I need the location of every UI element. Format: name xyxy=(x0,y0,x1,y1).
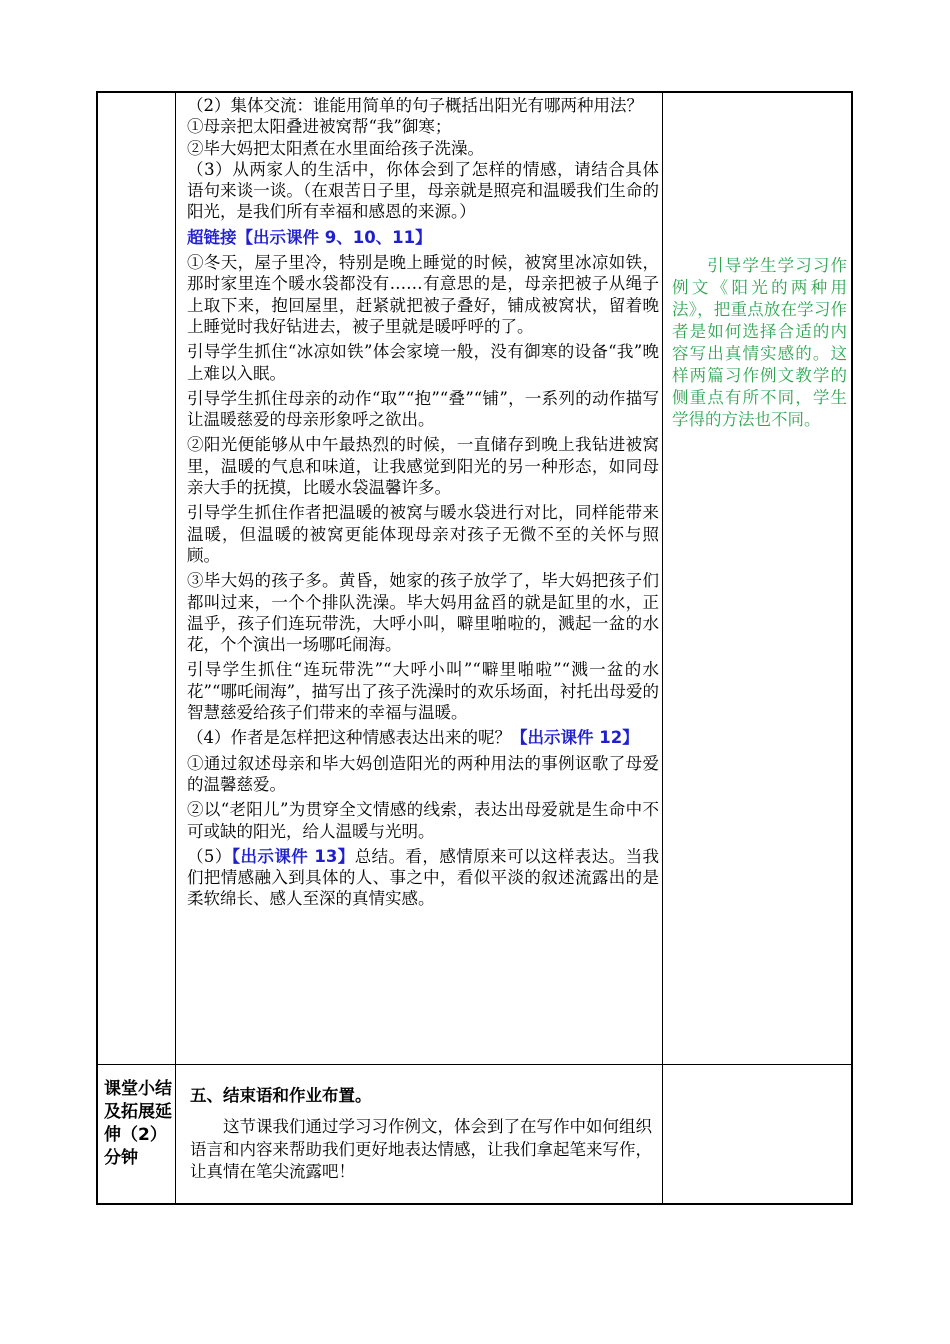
step3-question: （3）从两家人的生活中，你体会到了怎样的情感，请结合具体语句来谈一谈。（在艰苦日子里，母亲就是照亮和温暖我们生命的阳光，是我们所有幸福和感恩的来源。） xyxy=(187,159,659,222)
step5-summary xyxy=(187,846,659,910)
step4-courseware-link: 【出示课件 12】 xyxy=(511,728,639,748)
design-note: 引导学生学习习作例文《阳光的两种用法》，把重点放在学习作者是如何选择合适的内容写出真情实感的。这样两篇习作例文教学的侧重点有所不同，学生学得的方法也不同。 xyxy=(672,256,847,429)
step4-answer-b: ②以“老阳儿”为贯穿全文情感的线索，表达出母爱就是生命中不可或缺的阳光，给人温暖与光明。 xyxy=(187,800,659,841)
example-1: ①冬天，屋子里冷，特别是晚上睡觉的时候，被窝里冰凉如铁，那时家里连个暖水袋都没有……有意思的是，母亲把被子从绳子上取下来，抱回屋里，赶紧就把被子叠好，铺成被窝状，留着晚上睡觉时我好钻进去，被子里就是暖呼呼的了。 xyxy=(187,253,659,336)
guide-3: 引导学生抓住作者把温暖的被窝与暖水袋进行对比，同样能带来温暖，但温暖的被窝更能体现母亲对孩子无微不至的关怀与照顾。 xyxy=(187,503,659,565)
example-3: ③毕大妈的孩子多。黄昏，她家的孩子放学了，毕大妈把孩子们都叫过来，一个个排队洗澡。毕大妈用盆舀的就是缸里的水，正温乎，孩子们连玩带洗，大呼小叫，噼里啪啦的，溅起一盆的水花，个个演出一场哪吒闹海。 xyxy=(187,571,659,655)
summary-content-cell xyxy=(190,1085,652,1184)
step5-courseware-link: 【出示课件 13】 xyxy=(231,846,355,866)
guide-2: 引导学生抓住母亲的动作“取”“抱”“叠”“铺”，一系列的动作描写让温暖慈爱的母亲形象呼之欲出。 xyxy=(187,388,659,430)
column-divider xyxy=(175,93,176,1203)
stage-label: 课堂小结及拓展延伸（2）分钟 xyxy=(104,1079,172,1168)
column-divider xyxy=(662,93,663,1203)
row-divider xyxy=(98,1064,851,1065)
teaching-process-cell xyxy=(187,95,659,910)
example-2: ②阳光便能够从中午最热烈的时候，一直储存到晚上我钻进被窝里，温暖的气息和味道，让我感觉到阳光的另一种形态，如同母亲大手的抚摸，比暖水袋温馨许多。 xyxy=(187,435,659,498)
step4-question xyxy=(187,727,659,748)
step5-prefix: （5） xyxy=(187,846,232,866)
summary-heading: 五、结束语和作业布置。 xyxy=(190,1086,372,1105)
guide-1: 引导学生抓住“冰凉如铁”体会家境一般，没有御寒的设备“我”晚上难以入眠。 xyxy=(187,342,659,383)
hyperlink-courseware: 超链接【出示课件 9、10、11】 xyxy=(187,227,432,247)
design-note-cell xyxy=(672,255,847,431)
step2-question: （2）集体交流：谁能用简单的句子概括出阳光有哪两种用法？ xyxy=(187,96,643,115)
step4-text: （4）作者是怎样把这种情感表达出来的呢？ xyxy=(187,728,511,748)
stage-label-cell xyxy=(104,1078,172,1170)
step2-answer-a: ①母亲把太阳叠进被窝帮“我”御寒； xyxy=(187,117,452,137)
lesson-plan-table xyxy=(96,91,853,1205)
step5-text: 总结。看，感情原来可以这样表达。当我们把情感融入到具体的人、事之中，看似平淡的叙述流露出的是柔软绵长、感人至深的真情实感。 xyxy=(187,846,660,909)
summary-body: 这节课我们通过学习习作例文，体会到了在写作中如何组织语言和内容来帮助我们更好地表达情感，让我们拿起笔来写作，让真情在笔尖流露吧！ xyxy=(190,1117,652,1182)
guide-4: 引导学生抓住“连玩带洗”“大呼小叫”“噼里啪啦”“溅一盆的水花”“哪吒闹海”，描写出了孩子洗澡时的欢乐场面，衬托出母爱的智慧慈爱给孩子们带来的幸福与温暖。 xyxy=(187,660,659,723)
step4-answer-a: ①通过叙述母亲和毕大妈创造阳光的两种用法的事例讴歌了母爱的温馨慈爱。 xyxy=(187,753,659,794)
step2-answer-b: ②毕大妈把太阳煮在水里面给孩子洗澡。 xyxy=(187,138,484,158)
